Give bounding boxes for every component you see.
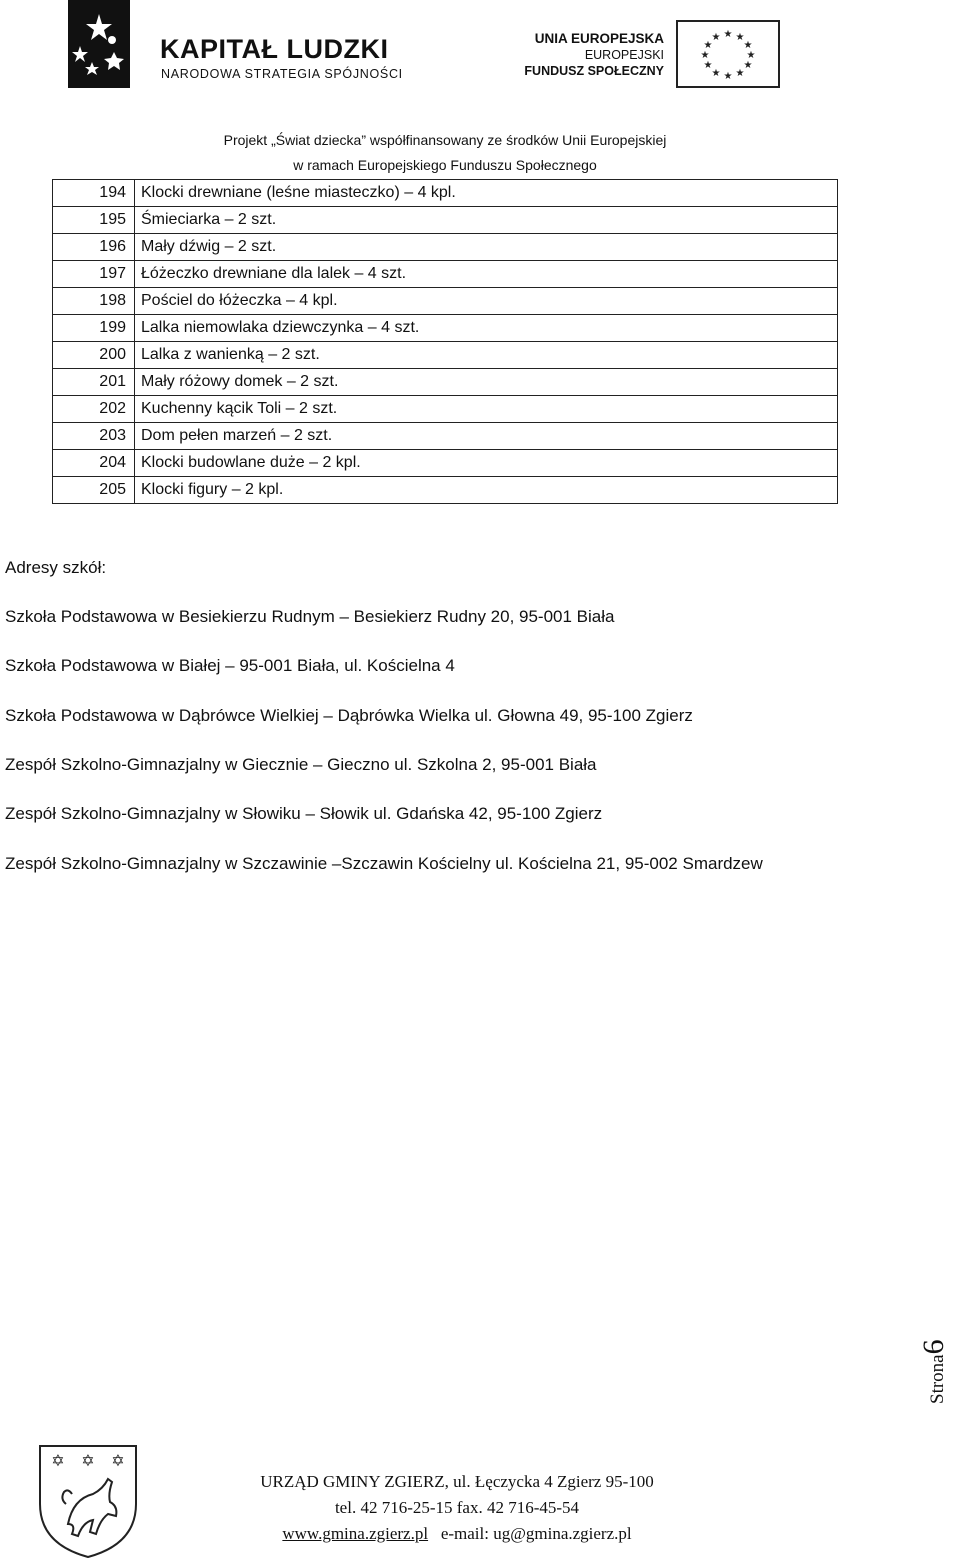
table-row xyxy=(53,315,838,342)
item-text: Lalka z wanienką – 2 szt. xyxy=(135,342,838,369)
eu-line-3: FUNDUSZ SPOŁECZNY xyxy=(524,64,664,78)
footer-website-link[interactable]: www.gmina.zgierz.pl xyxy=(282,1524,429,1543)
svg-text:★: ★ xyxy=(711,68,721,79)
item-number: 194 xyxy=(53,180,135,207)
svg-text:★: ★ xyxy=(735,32,745,43)
svg-text:★: ★ xyxy=(746,50,756,61)
items-table xyxy=(52,179,838,504)
item-text: Pościel do łóżeczka – 4 kpl. xyxy=(135,288,838,315)
item-text: Dom pełen marzeń – 2 szt. xyxy=(135,423,838,450)
svg-text:★: ★ xyxy=(703,60,713,71)
table-row xyxy=(53,342,838,369)
gmina-crest-icon xyxy=(38,1444,138,1559)
svg-text:★: ★ xyxy=(700,50,710,61)
item-number: 204 xyxy=(53,450,135,477)
eu-line-2: EUROPEJSKI xyxy=(584,48,664,62)
item-number: 202 xyxy=(53,396,135,423)
table-row xyxy=(53,477,838,504)
item-text: Mały różowy domek – 2 szt. xyxy=(135,369,838,396)
item-text: Klocki budowlane duże – 2 kpl. xyxy=(135,450,838,477)
item-number: 201 xyxy=(53,369,135,396)
project-line-2: w ramach Europejskiego Funduszu Społecznego xyxy=(293,157,597,173)
svg-text:✡: ✡ xyxy=(111,1451,125,1470)
item-number: 203 xyxy=(53,423,135,450)
address-line: Szkoła Podstawowa w Białej – 95-001 Biała, ul. Kościelna 4 xyxy=(5,656,455,675)
address-line: Zespół Szkolno-Gimnazjalny w Słowiku – Słowik ul. Gdańska 42, 95-100 Zgierz xyxy=(5,804,603,823)
address-line: Zespół Szkolno-Gimnazjalny w Giecznie – Gieczno ul. Szkolna 2, 95-001 Biała xyxy=(5,755,597,774)
svg-text:★: ★ xyxy=(743,40,753,51)
item-number: 199 xyxy=(53,315,135,342)
svg-text:★: ★ xyxy=(711,32,721,43)
table-row xyxy=(53,450,838,477)
table-row xyxy=(53,180,838,207)
item-text: Klocki drewniane (leśne miasteczko) – 4 kpl. xyxy=(135,180,838,207)
page-number-label xyxy=(917,1304,957,1404)
table-row xyxy=(53,261,838,288)
item-number: 205 xyxy=(53,477,135,504)
item-text: Lalka niemowlaka dziewczynka – 4 szt. xyxy=(135,315,838,342)
footer-phone: tel. 42 716-25-15 fax. 42 716-45-54 xyxy=(334,1498,580,1517)
addresses-heading: Adresy szkół: xyxy=(5,558,107,577)
table-row xyxy=(53,207,838,234)
item-text: Kuchenny kącik Toli – 2 szt. xyxy=(135,396,838,423)
item-number: 200 xyxy=(53,342,135,369)
item-number: 198 xyxy=(53,288,135,315)
item-text: Klocki figury – 2 kpl. xyxy=(135,477,838,504)
project-line-1: Projekt „Świat dziecka” współfinansowany ze środków Unii Europejskiej xyxy=(223,132,667,148)
item-number: 197 xyxy=(53,261,135,288)
footer-contact xyxy=(222,1524,692,1544)
footer-email[interactable]: e-mail: ug@gmina.zgierz.pl xyxy=(440,1524,632,1543)
page-word: Strona xyxy=(927,1354,948,1404)
item-text: Śmieciarka – 2 szt. xyxy=(135,207,838,234)
address-line: Zespół Szkolno-Gimnazjalny w Szczawinie –Szczawin Kościelny ul. Kościelna 21, 95-002 Smardzew xyxy=(5,854,763,873)
table-row xyxy=(53,234,838,261)
eu-flag-icon xyxy=(676,20,780,88)
svg-text:★: ★ xyxy=(743,60,753,71)
svg-text:✡: ✡ xyxy=(81,1451,95,1470)
footer-address: URZĄD GMINY ZGIERZ, ul. Łęczycka 4 Zgierz 95-100 xyxy=(260,1472,654,1491)
table-row xyxy=(53,396,838,423)
svg-text:★: ★ xyxy=(723,71,733,82)
kapital-ludzki-subtitle: NARODOWA STRATEGIA SPÓJNOŚCI xyxy=(161,67,403,81)
table-row xyxy=(53,369,838,396)
svg-text:★: ★ xyxy=(735,68,745,79)
address-line: Szkoła Podstawowa w Dąbrówce Wielkiej – Dąbrówka Wielka ul. Głowna 49, 95-100 Zgierz xyxy=(5,706,693,725)
table-row xyxy=(53,288,838,315)
page-number: 6 xyxy=(917,1339,950,1355)
kapital-ludzki-logo-icon xyxy=(68,0,130,88)
table-row xyxy=(53,423,838,450)
svg-text:★: ★ xyxy=(703,40,713,51)
eu-line-1: UNIA EUROPEJSKA xyxy=(534,31,664,46)
item-number: 196 xyxy=(53,234,135,261)
svg-text:★: ★ xyxy=(723,29,733,40)
kapital-ludzki-title: KAPITAŁ LUDZKI xyxy=(160,34,389,64)
svg-text:✡: ✡ xyxy=(51,1451,65,1470)
item-number: 195 xyxy=(53,207,135,234)
item-text: Mały dźwig – 2 szt. xyxy=(135,234,838,261)
item-text: Łóżeczko drewniane dla lalek – 4 szt. xyxy=(135,261,838,288)
eu-text-block xyxy=(520,30,664,79)
address-line: Szkoła Podstawowa w Besiekierzu Rudnym – Besiekierz Rudny 20, 95-001 Biała xyxy=(5,607,615,626)
